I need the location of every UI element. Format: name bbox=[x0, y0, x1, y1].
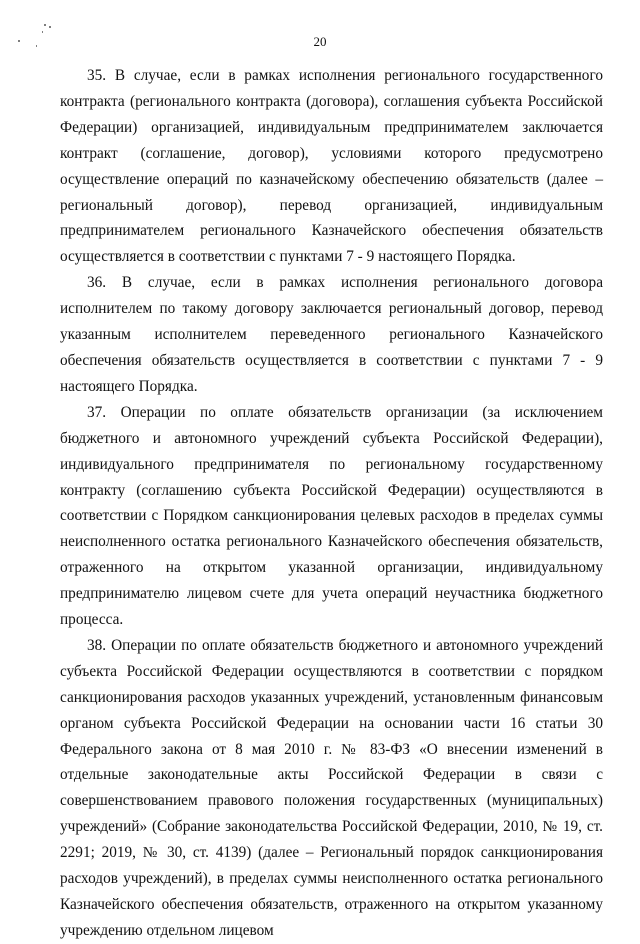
paragraph-37: 37. Операции по оплате обязательств организации (за исключением бюджетного и автономного учреждений субъекта Российской Федерации), индивидуального предпринимателя по региональному государственному контракту (соглашению субъекта Российской Федерации) осуществляются в соответствии с Порядком санкционирования целевых расходов в пределах суммы неисполненного остатка регионального Казначейского обеспечения обязательств, отраженного на открытом указанной организации, индивидуальному предпринимателю лицевом счете для учета операций неучастника бюджетного процесса. bbox=[60, 403, 603, 629]
document-body bbox=[60, 63, 603, 944]
paragraph-38: 38. Операции по оплате обязательств бюджетного и автономного учреждений субъекта Российской Федерации осуществляются в соответствии с порядком санкционирования расходов указанных учреждений, установленным финансовым органом субъекта Российской Федерации на основании части 16 статьи 30 Федерального закона от 8 мая 2010 г. № 83-ФЗ «О внесении изменений в отдельные законодательные акты Российской Федерации в связи с совершенствованием правового положения государственных (муниципальных) учреждений» (Собрание законодательства Российской Федерации, 2010, № 19, ст. 2291; 2019, № 30, ст. 4139) (далее – Региональный порядок санкционирования расходов учреждений), в пределах суммы неисполненного остатка регионального Казначейского обеспечения обязательств, отраженного на открытом указанному учреждению отдельном лицевом bbox=[60, 636, 603, 939]
paragraph-35: 35. В случае, если в рамках исполнения регионального государственного контракта (регионального контракта (договора), соглашения субъекта Российской Федерации) организацией, индивидуальным предпринимателем заключается контракт (соглашение, договор), условиями которого предусмотрено осуществление операций по казначейскому обеспечению обязательств (далее – региональный договор), перевод организацией, индивидуальным предпринимателем регионального Казначейского обеспечения обязательств осуществляется в соответствии с пунктами 7 - 9 настоящего Порядка. bbox=[60, 67, 603, 266]
page-number: 20 bbox=[313, 34, 327, 49]
paragraph-36: 36. В случае, если в рамках исполнения регионального договора исполнителем по такому договору заключается региональный договор, перевод указанным исполнителем переведенного регионального Казначейского обеспечения обязательств осуществляется в соответствии с пунктами 7 - 9 настоящего Порядка. bbox=[60, 274, 603, 395]
